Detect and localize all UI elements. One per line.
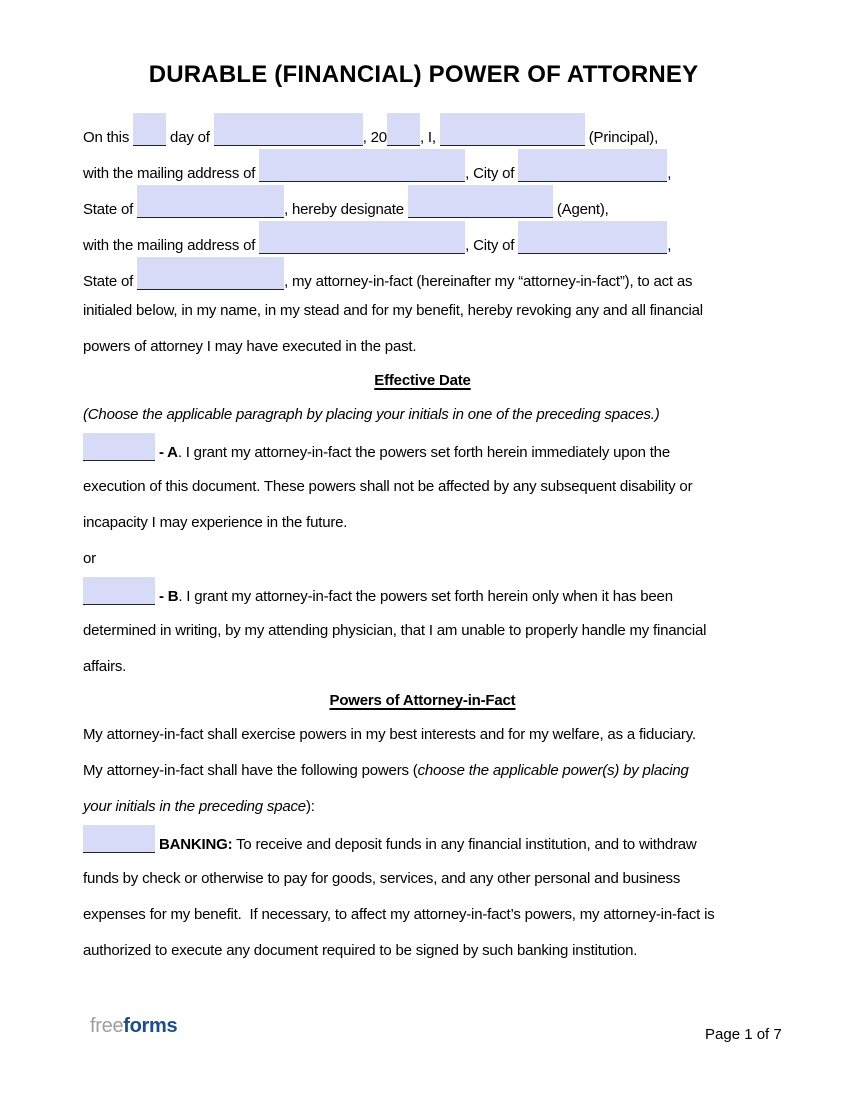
page-number: Page 1 of 7: [705, 1026, 782, 1043]
text-run: with the mailing address of: [83, 237, 260, 254]
year-field[interactable]: [387, 113, 420, 146]
agent-name-field[interactable]: [408, 185, 553, 218]
powers-intro-line-2: [83, 753, 787, 789]
text-run: funds by check or otherwise to pay for goods, services, and any other personal and business: [83, 870, 681, 887]
logo-forms-text: forms: [123, 1015, 178, 1037]
italic-text-run: (Choose the applicable paragraph by placing your initials in one of the preceding spaces.): [83, 406, 660, 423]
bold-text-run: BANKING:: [158, 836, 233, 853]
text-run: My attorney-in-fact shall have the following powers (: [83, 762, 418, 779]
text-run: . I grant my attorney-in-fact the powers set forth herein immediately upon the: [177, 444, 670, 461]
italic-text-run: your initials in the preceding space: [83, 798, 306, 815]
opening-line-4: [83, 221, 787, 257]
document-title: DURABLE (FINANCIAL) POWER OF ATTORNEY: [148, 61, 699, 88]
option-b-initials-field[interactable]: [83, 577, 155, 605]
option-a-line-1: [83, 433, 787, 469]
text-run: , City of: [465, 237, 519, 254]
principal-address-field[interactable]: [259, 149, 465, 182]
logo-free-text: free: [90, 1015, 124, 1037]
or-line: [83, 541, 787, 577]
opening-line-1: [83, 113, 787, 149]
text-run: State of: [83, 273, 138, 290]
text-run: (Agent),: [552, 201, 609, 218]
text-run: with the mailing address of: [83, 165, 260, 182]
text-run: or: [83, 550, 96, 567]
text-run: State of: [83, 201, 138, 218]
powers-heading: [83, 685, 762, 717]
text-run: initialed below, in my name, in my stead and for my benefit, hereby revoking any and all financial: [83, 302, 703, 319]
opening-line-6: [83, 293, 787, 329]
effective-date-heading-text: Effective Date: [374, 372, 471, 389]
option-b-line-2: [83, 613, 787, 649]
bold-text-run: - B: [158, 588, 179, 605]
italic-text-run: choose the applicable power(s) by placing: [417, 762, 689, 779]
opening-line-2: [83, 149, 787, 185]
powers-intro-line-3: [83, 789, 787, 825]
text-run: affairs.: [83, 658, 127, 675]
text-run: day of: [166, 129, 214, 146]
text-run: authorized to execute any document required to be signed by such banking institution.: [83, 942, 638, 959]
freeforms-logo[interactable]: [90, 1014, 177, 1038]
banking-line-2: [83, 861, 787, 897]
effective-date-heading: [83, 365, 762, 397]
agent-city-field[interactable]: [518, 221, 667, 254]
principal-name-field[interactable]: [440, 113, 585, 146]
text-run: ,: [667, 237, 672, 254]
agent-address-field[interactable]: [259, 221, 465, 254]
opening-line-7: [83, 329, 787, 365]
text-run: . I grant my attorney-in-fact the powers set forth herein only when it has been: [178, 588, 673, 605]
month-field[interactable]: [214, 113, 363, 146]
option-a-line-2: [83, 469, 787, 505]
effective-date-instruction: [83, 397, 787, 433]
text-run: , I,: [419, 129, 440, 146]
text-run: incapacity I may experience in the future.: [83, 514, 348, 531]
text-run: My attorney-in-fact shall exercise powers in my best interests and for my welfare, as a fiduciary.: [83, 726, 696, 743]
text-run: powers of attorney I may have executed in the past.: [83, 338, 417, 355]
text-run: On this: [83, 129, 134, 146]
text-run: execution of this document. These powers shall not be affected by any subsequent disability or: [83, 478, 693, 495]
document-body: [0, 90, 847, 969]
banking-line-4: [83, 933, 787, 969]
text-run: , City of: [465, 165, 519, 182]
option-b-line-1: [83, 577, 787, 613]
powers-heading-text: Powers of Attorney-in-Fact: [329, 692, 516, 709]
option-b-line-3: [83, 649, 787, 685]
opening-line-5: [83, 257, 787, 293]
text-run: expenses for my benefit. If necessary, to affect my attorney-in-fact’s powers, my attorney-in-fact is: [83, 906, 715, 923]
banking-line-3: [83, 897, 787, 933]
day-field[interactable]: [133, 113, 166, 146]
powers-intro-line-1: [83, 717, 787, 753]
agent-state-field[interactable]: [137, 257, 284, 290]
text-run: determined in writing, by my attending physician, that I am unable to properly handle my financial: [83, 622, 707, 639]
principal-city-field[interactable]: [518, 149, 667, 182]
banking-initials-field[interactable]: [83, 825, 155, 853]
opening-line-3: [83, 185, 787, 221]
text-run: , 20: [362, 129, 387, 146]
option-a-initials-field[interactable]: [83, 433, 155, 461]
text-run: , hereby designate: [284, 201, 408, 218]
text-run: To receive and deposit funds in any financial institution, and to withdraw: [232, 836, 697, 853]
option-a-line-3: [83, 505, 787, 541]
text-run: ):: [305, 798, 315, 815]
text-run: ,: [667, 165, 672, 182]
text-run: (Principal),: [584, 129, 659, 146]
banking-line-1: [83, 825, 787, 861]
principal-state-field[interactable]: [137, 185, 284, 218]
text-run: , my attorney-in-fact (hereinafter my “attorney-in-fact”), to act as: [284, 273, 693, 290]
bold-text-run: - A: [158, 444, 178, 461]
